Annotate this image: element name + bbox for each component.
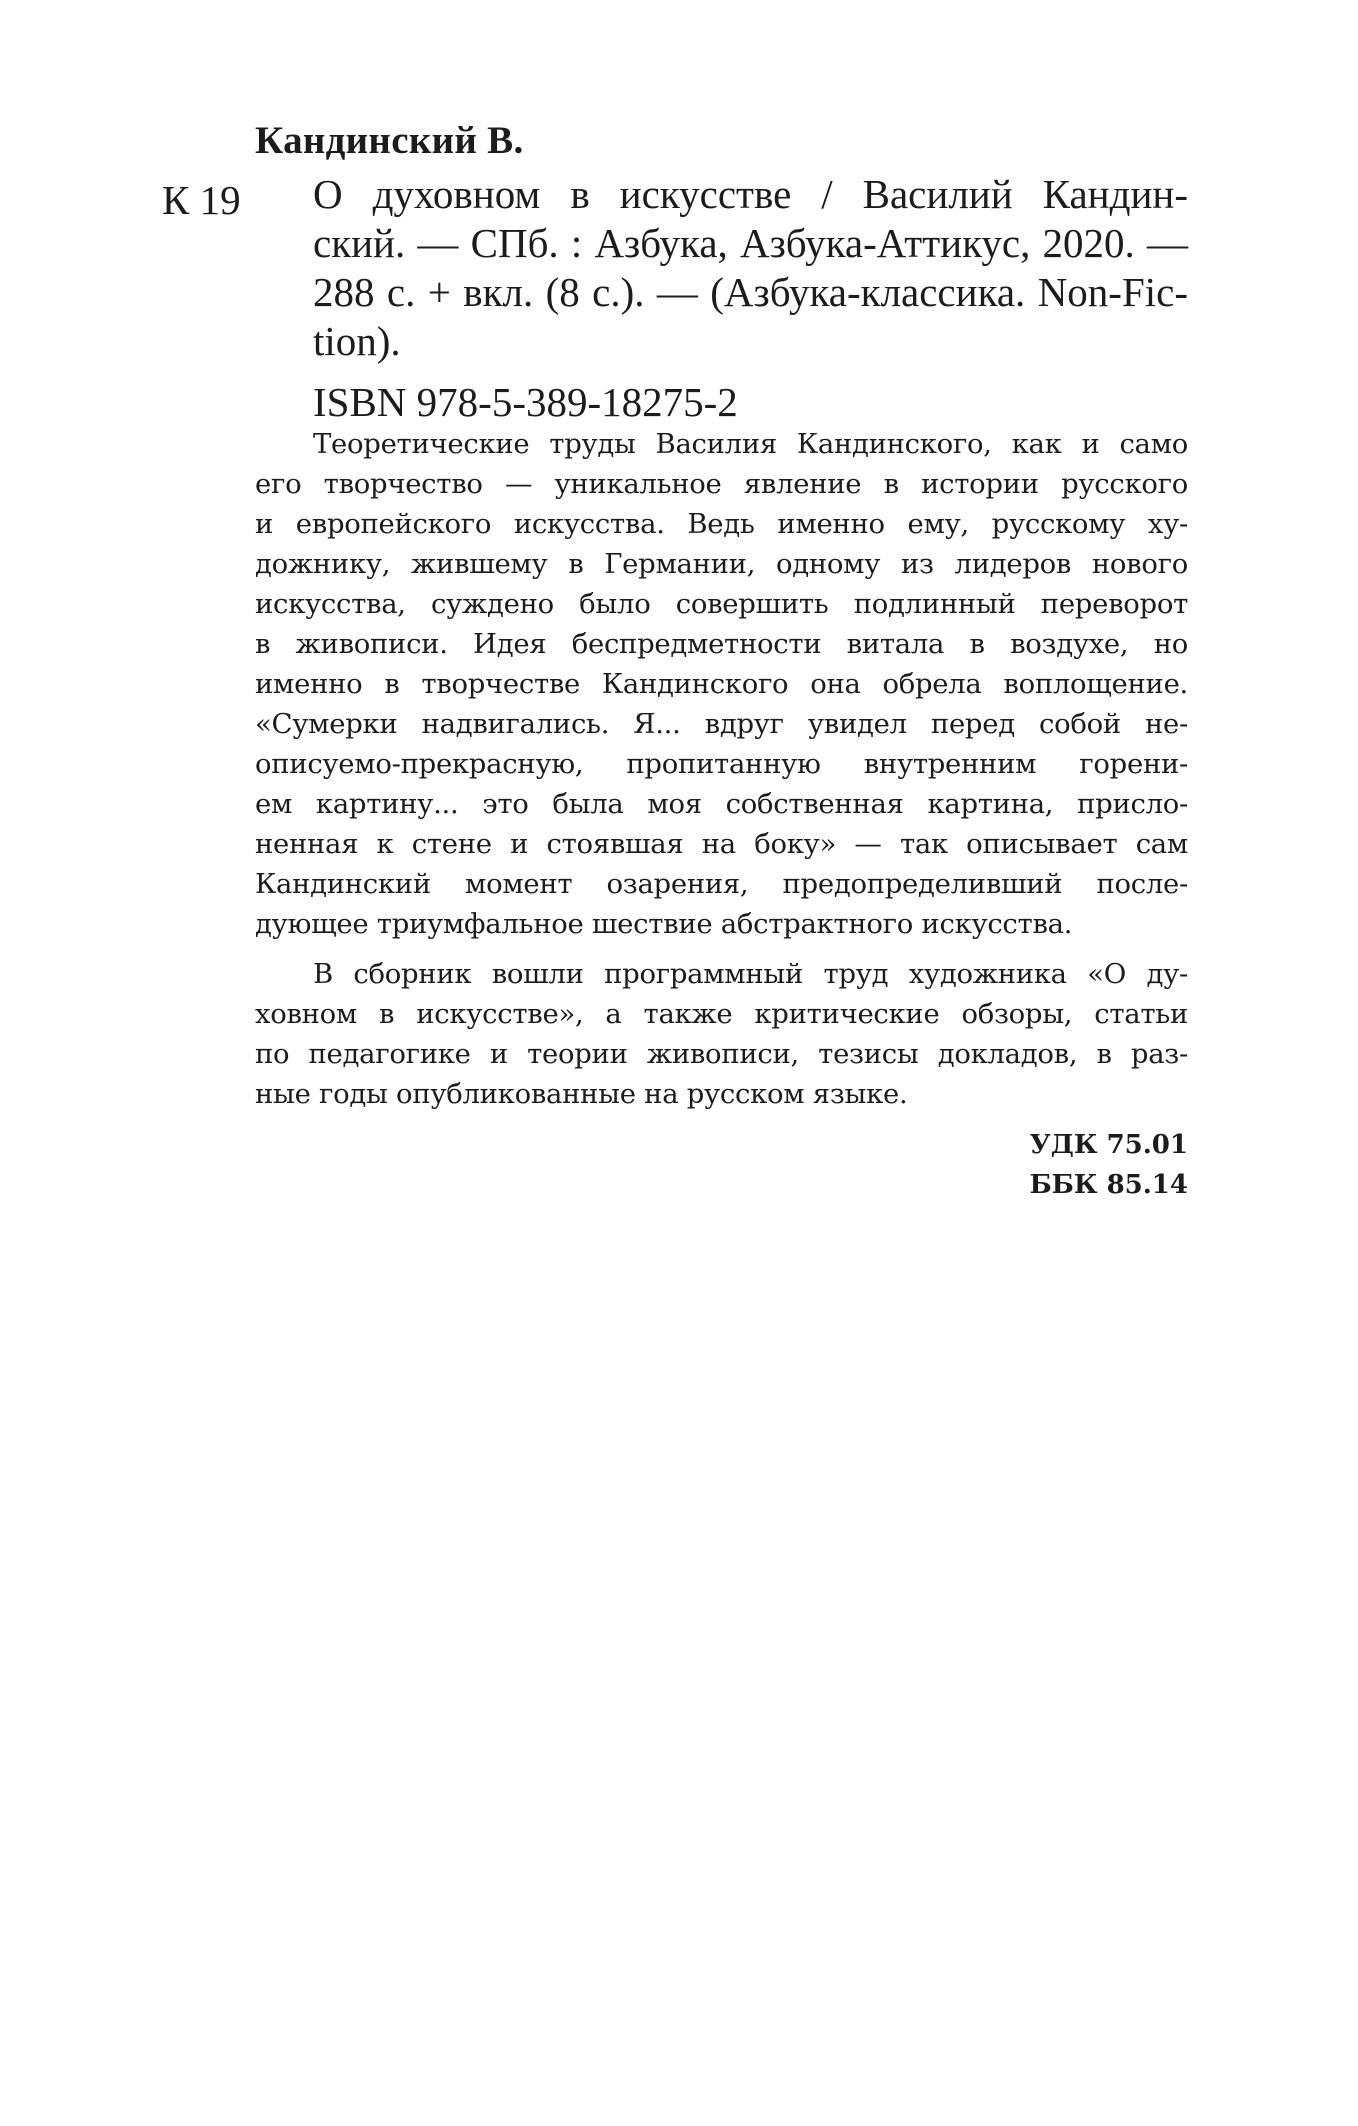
description-line: О духовном в искусстве / Василий Кандин-	[313, 171, 1188, 217]
paragraph-gap	[255, 944, 1188, 954]
isbn: ISBN 978-5-389-18275-2	[313, 379, 738, 425]
annotation-line: дующее триумфальное шествие абстрактного искусства.	[255, 908, 1073, 940]
description-line: tion).	[313, 318, 401, 364]
annotation-line: именно в творчестве Кандинского она обрела воплощение.	[255, 668, 1188, 700]
annotation-line: «Сумерки надвигались. Я... вдруг увидел перед собой не-	[255, 708, 1188, 740]
annotation-line: ные годы опубликованные на русском языке.	[255, 1078, 908, 1110]
annotation-line: Теоретические труды Василия Кандинского, как и само	[313, 428, 1188, 460]
udk-code: УДК 75.01	[1029, 1130, 1188, 1160]
catalog-code: К 19	[162, 177, 241, 223]
annotation-line: и европейского искусства. Ведь именно ему, русскому ху-	[255, 508, 1188, 540]
annotation-line: его творчество — уникальное явление в истории русского	[255, 468, 1188, 500]
annotation-line: ненная к стене и стоявшая на боку» — так описывает сам	[255, 828, 1188, 860]
annotation-line: ховном в искусстве», а также критические обзоры, статьи	[255, 998, 1188, 1030]
description-line: ский. — СПб. : Азбука, Азбука-Аттикус, 2020. —	[313, 220, 1188, 266]
annotation-line: дожнику, жившему в Германии, одному из лидеров нового	[255, 548, 1188, 580]
annotation-line: Кандинский момент озарения, предопределивший после-	[255, 868, 1188, 900]
bbk-code: ББК 85.14	[1029, 1170, 1188, 1200]
annotation-line: ем картину... это была моя собственная картина, присло-	[255, 788, 1188, 820]
annotation	[255, 424, 1188, 1114]
annotation-line: искусства, суждено было совершить подлинный переворот	[255, 588, 1188, 620]
description-line: 288 с. + вкл. (8 с.). — (Азбука-классика. Non-Fic-	[313, 269, 1188, 315]
annotation-line: описуемо-прекрасную, пропитанную внутренним горени-	[255, 748, 1188, 780]
classification-codes	[1029, 1125, 1188, 1205]
bibliographic-description	[313, 170, 1188, 366]
author-heading: Кандинский В.	[255, 119, 524, 162]
annotation-line: по педагогике и теории живописи, тезисы докладов, в раз-	[255, 1038, 1188, 1070]
annotation-line: В сборник вошли программный труд художника «О ду-	[313, 958, 1188, 990]
annotation-line: в живописи. Идея беспредметности витала в воздухе, но	[255, 628, 1188, 660]
